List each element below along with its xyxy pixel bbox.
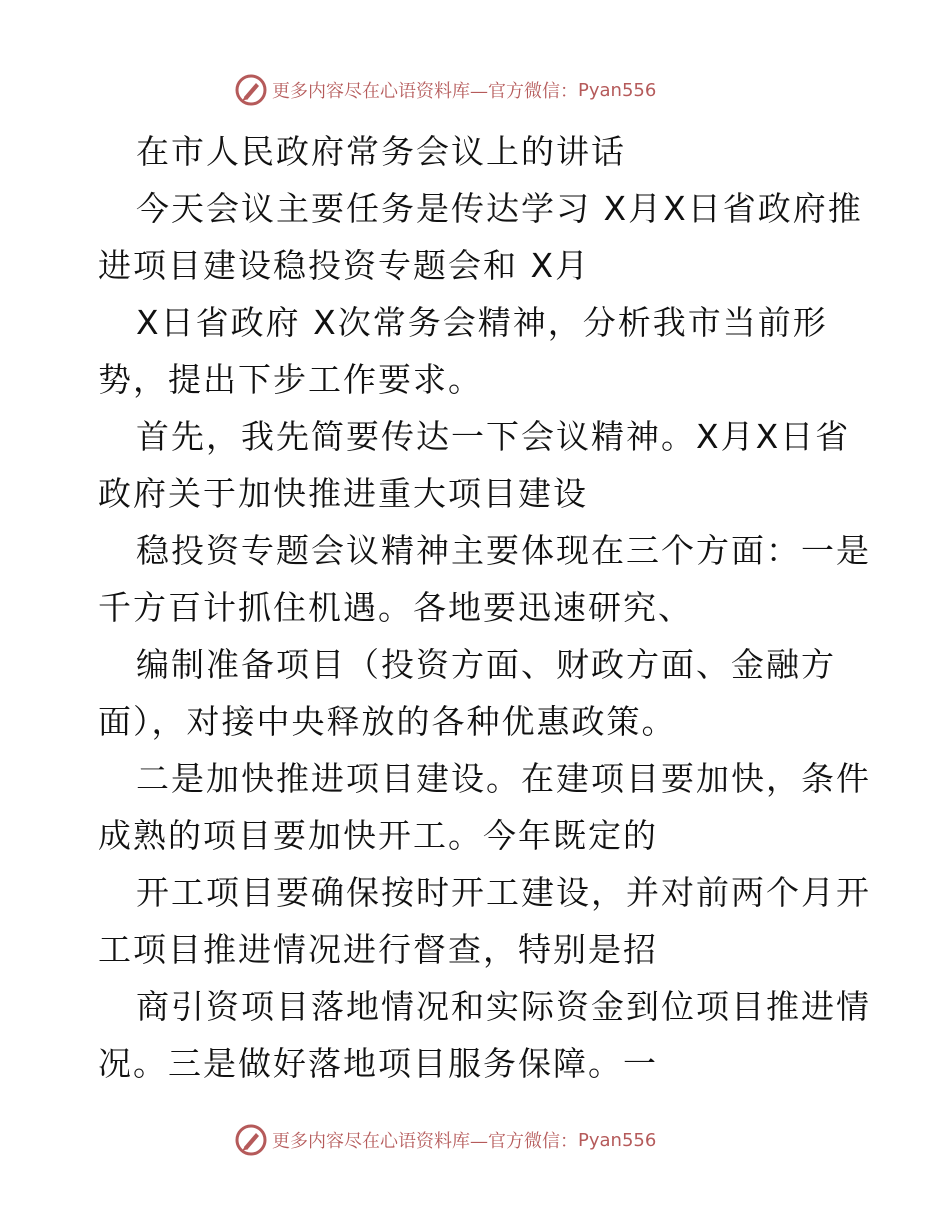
pen-seal-logo-icon (234, 1123, 268, 1157)
text-line: 稳投资专题会议精神主要体现在三个方面：一是 (136, 531, 871, 570)
text-line: 面），对接中央释放的各种优惠政策。 (98, 702, 677, 741)
text-line: 千方百计抓住机遇。各地要迅速研究、 (98, 588, 693, 627)
watermark-contact: Pyan556 (578, 79, 657, 101)
document-body (98, 126, 871, 1095)
text-line: 编制准备项目（投资方面、财政方面、金融方 (136, 645, 836, 684)
text-line: 商引资项目落地情况和实际资金到位项目推进情 (136, 987, 871, 1026)
watermark-header (234, 72, 656, 108)
text-line: 今天会议主要任务是传达学习 X月X日省政府推 (136, 189, 863, 228)
text-line: 进项目建设稳投资专题会和 X月 (98, 246, 591, 285)
watermark-footer (234, 1122, 656, 1158)
document-title: 在市人民政府常务会议上的讲话 (136, 132, 626, 171)
text-line: 开工项目要确保按时开工建设，并对前两个月开 (136, 873, 871, 912)
text-line: 首先，我先简要传达一下会议精神。X月X日省 (136, 417, 851, 456)
text-line: 成熟的项目要加快开工。今年既定的 (98, 816, 658, 855)
text-line: 势，提出下步工作要求。 (98, 360, 483, 399)
watermark-text: 更多内容尽在心语资料库—官方微信： (272, 1131, 578, 1152)
pen-seal-logo-icon (234, 73, 268, 107)
text-line: 工项目推进情况进行督查，特别是招 (98, 930, 658, 969)
text-line: 况。三是做好落地项目服务保障。一 (98, 1044, 658, 1083)
text-line: 政府关于加快推进重大项目建设 (98, 474, 588, 513)
watermark-contact: Pyan556 (578, 1129, 657, 1151)
text-line: X日省政府 X次常务会精神，分析我市当前形 (136, 303, 828, 342)
watermark-text: 更多内容尽在心语资料库—官方微信： (272, 81, 578, 102)
text-line: 二是加快推进项目建设。在建项目要加快，条件 (136, 759, 871, 798)
